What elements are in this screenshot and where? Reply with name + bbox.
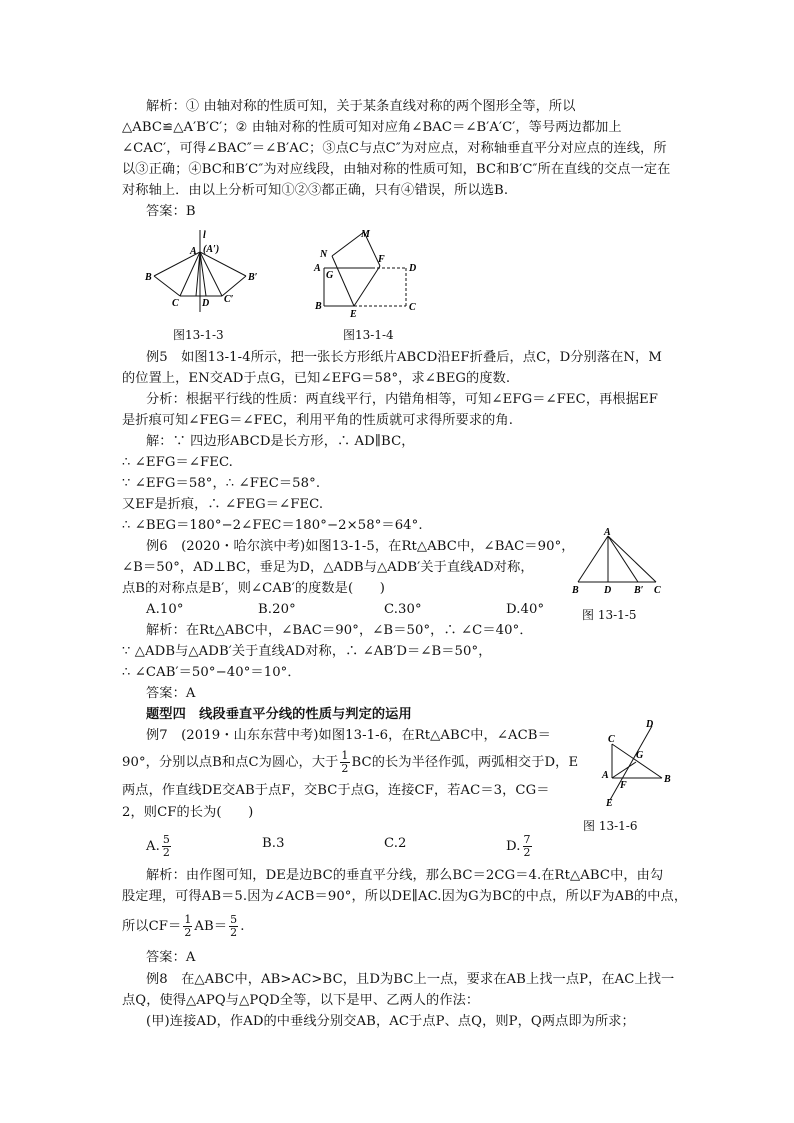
- fig3-label-a: A: [190, 246, 197, 257]
- fig5-label-d: D: [604, 585, 612, 596]
- option-label: A.: [146, 839, 160, 854]
- text-line: 例6 (2020・哈尔滨中考)如图13-1-5，在Rt△ABC中，∠BAC＝90°，: [146, 539, 575, 554]
- denominator: 2: [184, 926, 192, 939]
- numerator: 5: [162, 833, 171, 846]
- answer-text: 答案：A: [146, 686, 196, 701]
- numerator: 7: [523, 833, 531, 846]
- text-line: 股定理，可得AB＝5.因为∠ACB＝90°，所以DE∥AC.因为G为BC的中点，所以F为AB的中点，: [122, 889, 688, 904]
- text-line: 例8 在△ABC中，AB>AC>BC，且D为BC上一点，要求在AB上找一点P，在AC上找一: [146, 972, 675, 987]
- fig5-label-b2: B′: [634, 585, 644, 596]
- text-line: ∠B＝50°，AD⊥BC，垂足为D，△ADB与△ADB′关于直线AD对称，: [122, 560, 534, 575]
- fig3-label-a2: (A′): [203, 244, 220, 255]
- text-line: 以③正确；④BC和B′C″为对应线段，由轴对称的性质可知，BC和B′C″所在直线的交点一定在: [122, 162, 671, 177]
- fig4-label-f: F: [378, 254, 385, 265]
- option-b: B.3: [262, 836, 285, 851]
- numerator: 1: [341, 749, 349, 762]
- text-line: 2，则CF的长为( ): [122, 805, 254, 820]
- text-fragment: BC的长为半径作弧，两弧相交于D，E: [351, 755, 579, 770]
- option-d: [506, 834, 534, 859]
- text-fragment: 所以CF＝: [122, 919, 182, 934]
- answer-text: 答案：B: [146, 204, 196, 219]
- text-line: 对称轴上．由以上分析可知①②③都正确，只有④错误，所以选B.: [122, 183, 509, 198]
- fig3-label-b2: B′: [248, 272, 258, 283]
- fraction: [183, 914, 192, 939]
- numerator: 5: [230, 913, 238, 926]
- figure-caption: 图 13-1-6: [583, 819, 638, 833]
- fig5-label-b: B: [572, 585, 579, 596]
- figure-13-1-4: [312, 226, 424, 318]
- denominator: 2: [230, 926, 238, 939]
- numerator: 1: [184, 913, 192, 926]
- text-line: 例5 如图13-1-4所示，把一张长方形纸片ABCD沿EF折叠后，点C，D分别落在N，M: [146, 350, 662, 365]
- figure-13-1-6: [594, 718, 678, 808]
- fig4-label-n: N: [320, 249, 328, 260]
- text-fragment: 90°，分别以点B和点C为圆心，大于: [122, 755, 339, 770]
- fig6-label-e: E: [606, 798, 613, 808]
- text-line: 解析：① 由轴对称的性质可知，关于某条直线对称的两个图形全等，所以: [146, 99, 576, 114]
- option-c: C.30°: [384, 602, 422, 617]
- figure-caption: 图 13-1-5: [582, 608, 637, 622]
- fig5-label-c: C: [654, 585, 661, 596]
- fig6-label-b: B: [664, 774, 671, 785]
- text-line: 解析：在Rt△ABC中，∠BAC＝90°，∠B＝50°，∴ ∠C＝40°．: [146, 623, 533, 638]
- fig4-label-g: G: [326, 270, 334, 281]
- text-line: (甲)连接AD，作AD的中垂线分别交AB，AC于点P、点Q，则P，Q两点即为所求；: [146, 1014, 635, 1029]
- text-line: ∵ ∠EFG＝58°，∴ ∠FEC＝58°.: [122, 476, 321, 491]
- fig4-label-b: B: [315, 301, 322, 312]
- fig3-label-d: D: [202, 298, 210, 309]
- text-line: 解析：由作图可知，DE是边BC的垂直平分线，那么BC＝2CG＝4.在Rt△ABC中，由勾: [146, 868, 664, 883]
- text-line: ∵ △ADB与△ADB′关于直线AD对称，∴ ∠AB′D＝∠B＝50°，: [122, 644, 492, 659]
- text-line: 例7 (2019・山东东营中考)如图13-1-6，在Rt△ABC中，∠ACB＝: [146, 728, 551, 743]
- text-line: 两点，作直线DE交AB于点F，交BC于点G，连接CF，若AC＝3，CG＝: [122, 783, 550, 798]
- figure-13-1-5: [566, 528, 670, 596]
- fraction: [229, 914, 238, 939]
- option-b: B.20°: [258, 602, 296, 617]
- fig3-label-c: C: [172, 298, 179, 309]
- answer-text: 答案：A: [146, 950, 196, 965]
- fig6-label-c: C: [608, 734, 615, 745]
- fraction: [162, 834, 171, 859]
- text-line: 又EF是折痕，∴ ∠FEG＝∠FEC.: [122, 497, 324, 512]
- fig4-label-a: A: [314, 263, 321, 274]
- fig3-label-c2: C′: [224, 294, 234, 305]
- section-heading: 题型四 线段垂直平分线的性质与判定的运用: [146, 707, 412, 722]
- text-fragment: .: [240, 919, 245, 934]
- option-label: D.: [506, 839, 521, 854]
- fig4-label-m: M: [361, 229, 370, 240]
- option-c: C.2: [384, 836, 407, 851]
- text-line: ∴ ∠CAB′＝50°−40°＝10°．: [122, 665, 301, 680]
- figure-13-1-3: [140, 226, 270, 314]
- text-line: ∴ ∠EFG＝∠FEC.: [122, 455, 233, 470]
- text-line: [122, 750, 578, 775]
- text-line: 点B的对称点是B′，则∠CAB′的度数是( ): [122, 581, 386, 596]
- text-line: 是折痕可知∠FEG＝∠FEC，利用平角的性质就可求得所要求的角.: [122, 413, 513, 428]
- denominator: 2: [162, 846, 171, 859]
- figure-caption: 图13-1-4: [343, 328, 394, 342]
- text-line: ∠CAC′，可得∠BAC″＝∠B′AC；③点C与点C″为对应点，对称轴垂直平分对应点的连线，所: [122, 141, 667, 156]
- fig3-label-b: B: [145, 272, 152, 283]
- denominator: 2: [523, 846, 531, 859]
- fig6-label-g: G: [636, 750, 644, 761]
- figure-caption: 图13-1-3: [173, 328, 224, 342]
- text-line: ∴ ∠BEG＝180°−2∠FEC＝180°−2×58°＝64°.: [122, 518, 423, 533]
- fig4-label-c: C: [409, 302, 416, 313]
- option-a: [146, 834, 173, 859]
- text-line: [122, 914, 245, 939]
- text-line: 的位置上，EN交AD于点G，已知∠EFG＝58°，求∠BEG的度数.: [122, 371, 511, 386]
- text-line: 点Q，使得△APQ与△PQD全等，以下是甲、乙两人的作法：: [122, 993, 480, 1008]
- fig4-label-d: D: [409, 263, 417, 274]
- option-d: D.40°: [506, 602, 545, 617]
- fig4-label-e: E: [350, 309, 357, 318]
- fig3-label-l: l: [203, 230, 206, 241]
- fig5-label-a: A: [604, 528, 611, 538]
- fraction: [340, 750, 349, 775]
- denominator: 2: [341, 762, 349, 775]
- fig6-label-d: D: [646, 719, 654, 730]
- text-line: 分析：根据平行线的性质：两直线平行，内错角相等，可知∠EFG＝∠FEC，再根据EF: [146, 392, 658, 407]
- fraction: [523, 834, 532, 859]
- text-fragment: AB＝: [194, 919, 228, 934]
- text-line: 解：∵ 四边形ABCD是长方形，∴ AD∥BC，: [146, 434, 415, 449]
- option-a: A.10°: [146, 602, 184, 617]
- text-line: △ABC≌△A′B′C′；② 由轴对称的性质可知对应角∠BAC＝∠B′A′C′，等号两边都加上: [122, 120, 622, 135]
- fig6-label-f: F: [620, 780, 627, 791]
- fig6-label-a: A: [602, 770, 609, 781]
